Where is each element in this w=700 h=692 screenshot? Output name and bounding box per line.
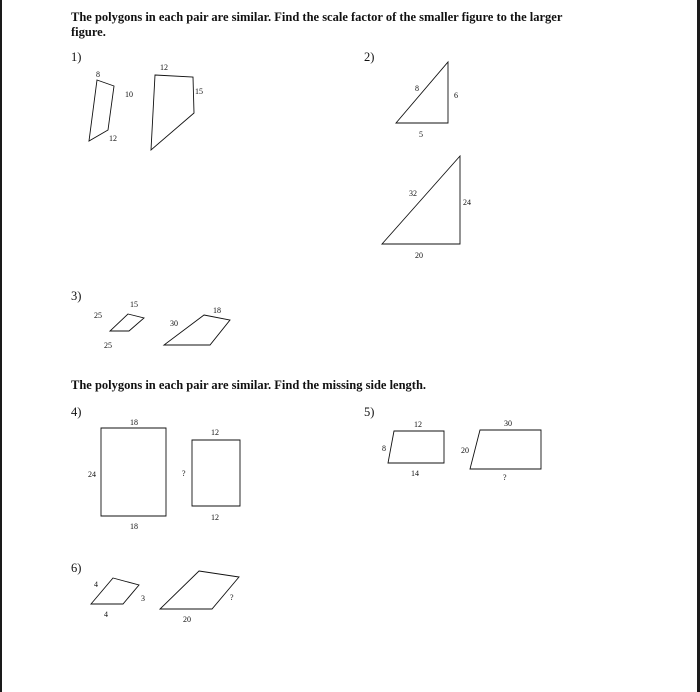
p3-large-side-label: 30 [170, 319, 178, 328]
p4-left-rectangle [101, 428, 166, 516]
p6-large-side-label: 20 [183, 615, 191, 624]
problem-3-number: 3) [71, 289, 82, 303]
p2-large-triangle [382, 156, 460, 244]
p4-right-rectangle [192, 440, 240, 506]
p2-small-side-label: 8 [415, 84, 419, 93]
p2-small-side-label: 6 [454, 91, 458, 100]
p4-left-side-label: 24 [88, 470, 96, 479]
p5-large-side-label: ? [503, 473, 507, 482]
p5-large-side-label: 30 [504, 419, 512, 428]
p6-small-side-label: 4 [94, 580, 98, 589]
p4-left-side-label: 18 [130, 522, 138, 531]
problem-6-number: 6) [71, 561, 82, 575]
p6-small-side-label: 4 [104, 610, 108, 619]
p5-small-quadrilateral [388, 431, 444, 463]
p1-large-quadrilateral [151, 75, 194, 150]
p5-large-quadrilateral [470, 430, 541, 469]
p1-small-quadrilateral [89, 80, 114, 141]
p6-large-parallelogram [160, 571, 239, 609]
p3-small-side-label: 25 [94, 311, 102, 320]
p3-small-side-label: 25 [104, 341, 112, 350]
p6-large-side-label: ? [230, 593, 234, 602]
p6-small-side-label: 3 [141, 594, 145, 603]
problem-4-number: 4) [71, 405, 82, 419]
p2-small-triangle [396, 62, 448, 123]
p4-right-side-label: 12 [211, 513, 219, 522]
p4-left-side-label: 18 [130, 418, 138, 427]
problem-5-number: 5) [364, 405, 375, 419]
p3-small-parallelogram [110, 314, 144, 331]
p6-small-parallelogram [91, 578, 139, 604]
p5-small-side-label: 8 [382, 444, 386, 453]
p5-small-side-label: 12 [414, 420, 422, 429]
p1-large-side-label: 15 [195, 87, 203, 96]
p1-small-side-label: 10 [125, 90, 133, 99]
p4-right-side-label: ? [182, 469, 186, 478]
p4-right-side-label: 12 [211, 428, 219, 437]
section1-heading-line1: The polygons in each pair are similar. Find the scale factor of the smaller figure to the larger [71, 10, 563, 24]
p1-large-side-label: 12 [160, 63, 168, 72]
p5-large-side-label: 20 [461, 446, 469, 455]
p1-small-side-label: 12 [109, 134, 117, 143]
p1-small-side-label: 8 [96, 70, 100, 79]
p2-large-side-label: 20 [415, 251, 423, 260]
p2-small-side-label: 5 [419, 130, 423, 139]
p3-small-side-label: 15 [130, 300, 138, 309]
p3-large-side-label: 18 [213, 306, 221, 315]
section2-heading: The polygons in each pair are similar. Find the missing side length. [71, 378, 427, 392]
section1-heading-line2: figure. [71, 25, 106, 39]
problem-1-number: 1) [71, 50, 82, 64]
p5-small-side-label: 14 [411, 469, 419, 478]
problem-2-number: 2) [364, 50, 375, 64]
p2-large-side-label: 24 [463, 198, 471, 207]
p2-large-side-label: 32 [409, 189, 417, 198]
